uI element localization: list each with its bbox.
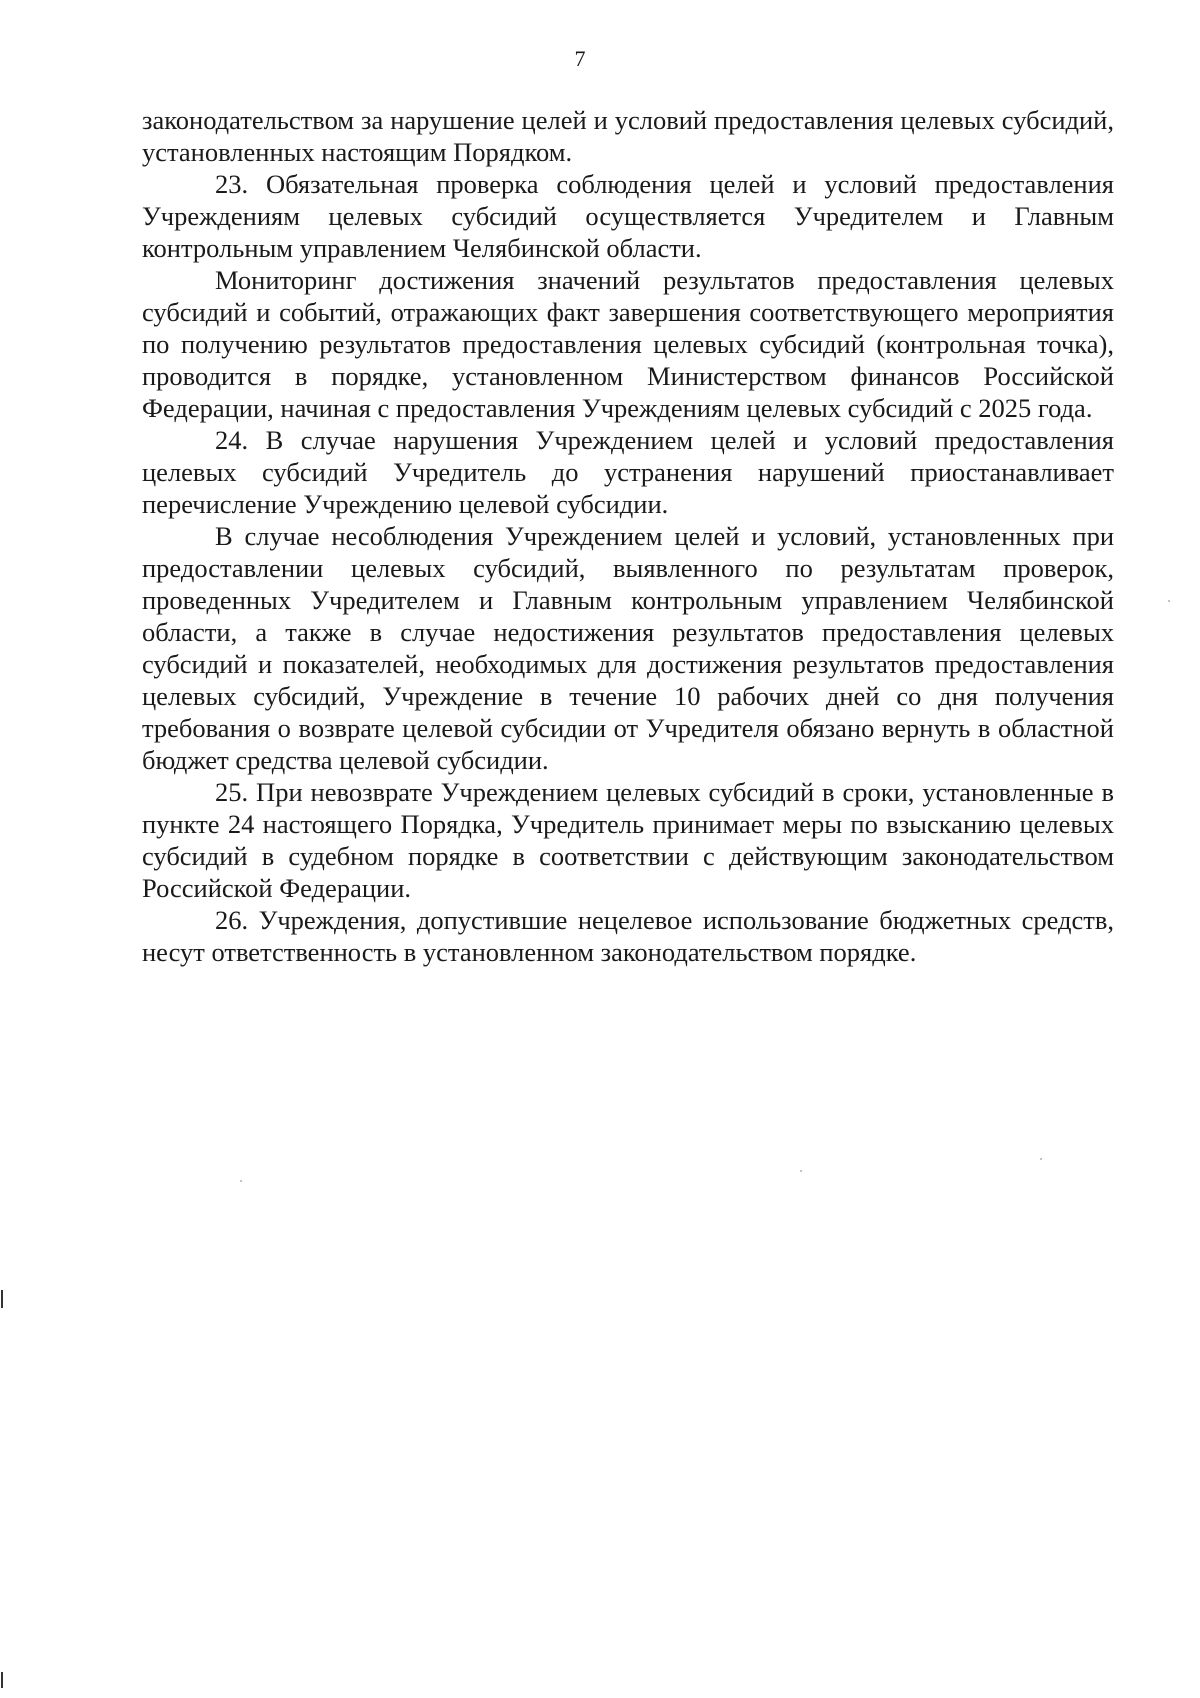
paragraph-monitoring: Мониторинг достижения значений результатов предоставления целевых субсидий и событий, отражающих факт завершения соответствующего мероприятия по получению результатов предоставления целевых субсидий (контрольная точка), проводится в порядке, установленном Министерством финансов Российской Федерации, начиная с предоставления Учреждениям целевых субсидий с 2025 года. bbox=[142, 265, 1114, 423]
scan-edge-mark bbox=[1, 1290, 3, 1308]
scan-speck bbox=[800, 1170, 802, 1172]
scan-speck bbox=[1168, 600, 1170, 602]
paragraph-item-26: 26. Учреждения, допустившие нецелевое использование бюджетных средств, несут ответственность в установленном законодательством порядке. bbox=[142, 905, 1114, 967]
document-body bbox=[142, 104, 1114, 968]
paragraph-item-24: 24. В случае нарушения Учреждением целей и условий предоставления целевых субсидий Учредитель до устранения нарушений приостанавливает перечисление Учреждению целевой субсидии. bbox=[142, 425, 1114, 519]
paragraph-item-25: 25. При невозврате Учреждением целевых субсидий в сроки, установленные в пункте 24 настоящего Порядка, Учредитель принимает меры по взысканию целевых субсидий в судебном порядке в соответствии с действующим законодательством Российской Федерации. bbox=[142, 777, 1114, 903]
paragraph-continuation: законодательством за нарушение целей и условий предоставления целевых субсидий, установленных настоящим Порядком. bbox=[142, 105, 1114, 167]
paragraph-item-23: 23. Обязательная проверка соблюдения целей и условий предоставления Учреждениям целевых субсидий осуществляется Учредителем и Главным контрольным управлением Челябинской области. bbox=[142, 169, 1114, 263]
scan-speck bbox=[240, 1180, 242, 1182]
scan-edge-mark bbox=[1, 1672, 3, 1688]
scan-speck bbox=[1040, 1158, 1042, 1160]
page-number: 7 bbox=[574, 46, 586, 71]
paragraph-noncompliance: В случае несоблюдения Учреждением целей и условий, установленных при предоставлении целевых субсидий, выявленного по результатам проверок, проведенных Учредителем и Главным контрольным управлением Челябинской области, а также в случае недостижения результатов предоставления целевых субсидий и показателей, необходимых для достижения результатов предоставления целевых субсидий, Учреждение в течение 10 рабочих дней со дня получения требования о возврате целевой субсидии от Учредителя обязано вернуть в областной бюджет средства целевой субсидии. bbox=[142, 521, 1114, 775]
